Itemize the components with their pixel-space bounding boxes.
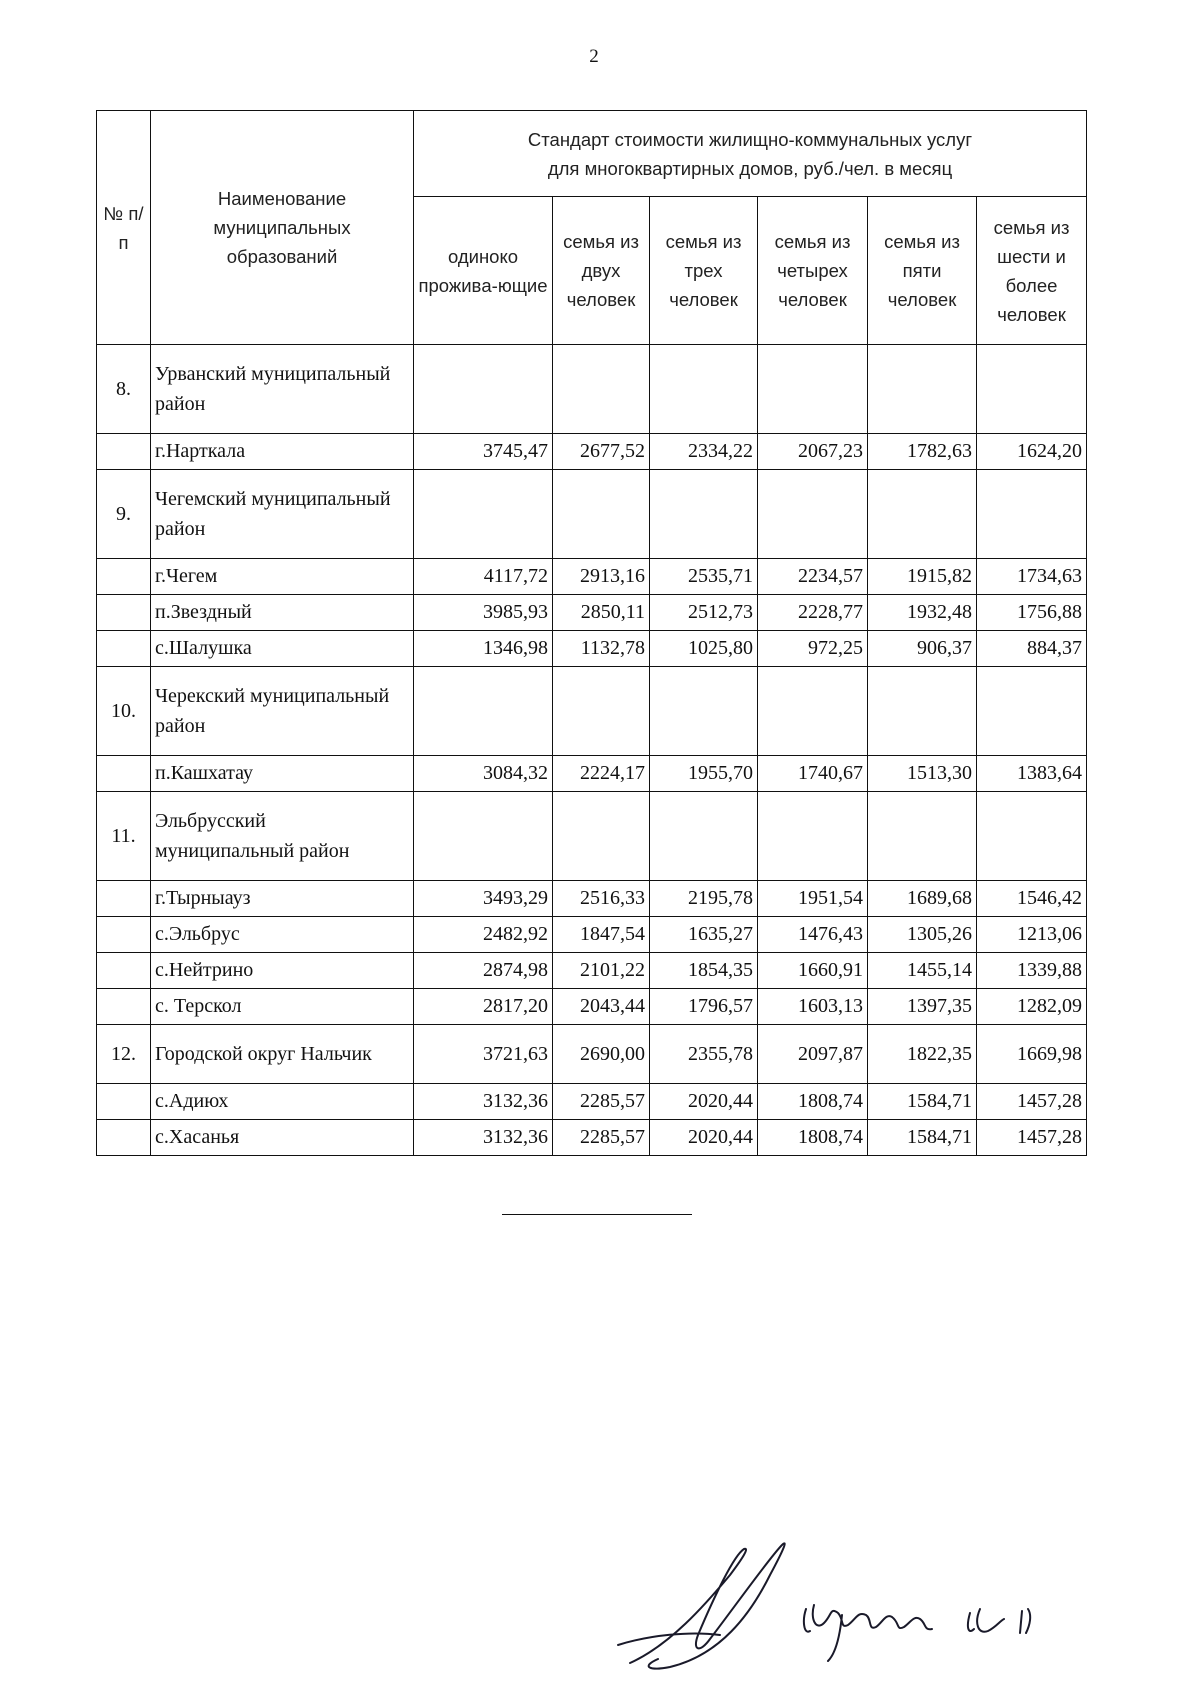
district-name: Урванский муниципальный район bbox=[151, 345, 414, 434]
cost-value bbox=[414, 667, 553, 756]
header-name: Наименование муниципальных образований bbox=[151, 111, 414, 345]
row-number bbox=[97, 559, 151, 595]
row-number bbox=[97, 434, 151, 470]
header-subcol: семья из пяти человек bbox=[868, 197, 977, 345]
cost-value: 2913,16 bbox=[553, 559, 650, 595]
cost-value bbox=[553, 667, 650, 756]
cost-value bbox=[553, 345, 650, 434]
table-row bbox=[97, 1025, 1087, 1084]
cost-value: 2067,23 bbox=[758, 434, 868, 470]
table-row bbox=[97, 953, 1087, 989]
table-row bbox=[97, 792, 1087, 881]
cost-value: 1847,54 bbox=[553, 917, 650, 953]
cost-value: 1915,82 bbox=[868, 559, 977, 595]
settlement-name: с. Терскол bbox=[151, 989, 414, 1025]
table-row bbox=[97, 631, 1087, 667]
cost-value: 2334,22 bbox=[650, 434, 758, 470]
tariff-table bbox=[96, 110, 1087, 1156]
cost-value bbox=[977, 792, 1087, 881]
table-row bbox=[97, 559, 1087, 595]
settlement-name: г.Тырныауз bbox=[151, 881, 414, 917]
cost-value: 1457,28 bbox=[977, 1120, 1087, 1156]
cost-value bbox=[650, 792, 758, 881]
table-row bbox=[97, 470, 1087, 559]
cost-value: 1457,28 bbox=[977, 1084, 1087, 1120]
cost-value: 2285,57 bbox=[553, 1084, 650, 1120]
cost-value: 2020,44 bbox=[650, 1084, 758, 1120]
cost-value bbox=[414, 470, 553, 559]
cost-value bbox=[977, 667, 1087, 756]
cost-value: 2535,71 bbox=[650, 559, 758, 595]
cost-value: 1796,57 bbox=[650, 989, 758, 1025]
cost-value: 1808,74 bbox=[758, 1084, 868, 1120]
cost-value bbox=[868, 345, 977, 434]
table-row bbox=[97, 667, 1087, 756]
cost-value: 884,37 bbox=[977, 631, 1087, 667]
cost-value: 2195,78 bbox=[650, 881, 758, 917]
row-number bbox=[97, 1084, 151, 1120]
cost-value: 1689,68 bbox=[868, 881, 977, 917]
cost-value bbox=[650, 667, 758, 756]
cost-value: 1025,80 bbox=[650, 631, 758, 667]
cost-value bbox=[553, 792, 650, 881]
cost-value: 2512,73 bbox=[650, 595, 758, 631]
cost-value: 1669,98 bbox=[977, 1025, 1087, 1084]
row-number: 12. bbox=[97, 1025, 151, 1084]
row-number bbox=[97, 595, 151, 631]
header-group-title-line2: для многоквартирных домов, руб./чел. в месяц bbox=[547, 157, 953, 179]
header-subcol: семья из двух человек bbox=[553, 197, 650, 345]
table-body bbox=[97, 345, 1087, 1156]
cost-value: 1603,13 bbox=[758, 989, 868, 1025]
cost-value: 1455,14 bbox=[868, 953, 977, 989]
cost-value: 1734,63 bbox=[977, 559, 1087, 595]
cost-value bbox=[414, 792, 553, 881]
cost-value bbox=[977, 345, 1087, 434]
table-row bbox=[97, 434, 1087, 470]
cost-value: 2677,52 bbox=[553, 434, 650, 470]
cost-value: 1756,88 bbox=[977, 595, 1087, 631]
cost-value: 2285,57 bbox=[553, 1120, 650, 1156]
cost-value: 2482,92 bbox=[414, 917, 553, 953]
header-subcol: семья из шести и более человек bbox=[977, 197, 1087, 345]
cost-value: 1584,71 bbox=[868, 1084, 977, 1120]
row-number bbox=[97, 989, 151, 1025]
row-number: 9. bbox=[97, 470, 151, 559]
cost-value: 3721,63 bbox=[414, 1025, 553, 1084]
settlement-name: с.Шалушка bbox=[151, 631, 414, 667]
cost-value: 2224,17 bbox=[553, 756, 650, 792]
cost-value: 1346,98 bbox=[414, 631, 553, 667]
header-group-title-line1: Стандарт стоимости жилищно-коммунальных услуг bbox=[527, 128, 973, 150]
closing-rule bbox=[502, 1214, 692, 1215]
header-subcol: семья из четырех человек bbox=[758, 197, 868, 345]
table-row bbox=[97, 917, 1087, 953]
cost-value: 1660,91 bbox=[758, 953, 868, 989]
cost-value: 1808,74 bbox=[758, 1120, 868, 1156]
cost-value: 1476,43 bbox=[758, 917, 868, 953]
cost-value: 1624,20 bbox=[977, 434, 1087, 470]
cost-value: 1132,78 bbox=[553, 631, 650, 667]
cost-value: 972,25 bbox=[758, 631, 868, 667]
cost-value: 1822,35 bbox=[868, 1025, 977, 1084]
settlement-name: п.Звездный bbox=[151, 595, 414, 631]
settlement-name: с.Хасанья bbox=[151, 1120, 414, 1156]
cost-value: 2817,20 bbox=[414, 989, 553, 1025]
cost-value bbox=[977, 470, 1087, 559]
cost-value: 2228,77 bbox=[758, 595, 868, 631]
settlement-name: с.Эльбрус bbox=[151, 917, 414, 953]
cost-value: 2516,33 bbox=[553, 881, 650, 917]
cost-value bbox=[650, 345, 758, 434]
cost-value: 3132,36 bbox=[414, 1120, 553, 1156]
cost-value: 3132,36 bbox=[414, 1084, 553, 1120]
cost-value: 1955,70 bbox=[650, 756, 758, 792]
header-group-title bbox=[414, 111, 1087, 197]
district-name: Эльбрусский муниципальный район bbox=[151, 792, 414, 881]
table-row bbox=[97, 345, 1087, 434]
cost-value: 1740,67 bbox=[758, 756, 868, 792]
cost-value bbox=[553, 470, 650, 559]
cost-value: 1282,09 bbox=[977, 989, 1087, 1025]
cost-value: 4117,72 bbox=[414, 559, 553, 595]
table-row bbox=[97, 989, 1087, 1025]
cost-value bbox=[414, 345, 553, 434]
row-number bbox=[97, 917, 151, 953]
cost-value: 3985,93 bbox=[414, 595, 553, 631]
cost-value: 2043,44 bbox=[553, 989, 650, 1025]
cost-value: 3493,29 bbox=[414, 881, 553, 917]
settlement-name: п.Кашхатау bbox=[151, 756, 414, 792]
handwritten-signature bbox=[610, 1535, 1130, 1685]
cost-value: 1782,63 bbox=[868, 434, 977, 470]
cost-value: 3745,47 bbox=[414, 434, 553, 470]
cost-value: 1932,48 bbox=[868, 595, 977, 631]
cost-value: 1584,71 bbox=[868, 1120, 977, 1156]
cost-value: 1635,27 bbox=[650, 917, 758, 953]
settlement-name: г.Чегем bbox=[151, 559, 414, 595]
cost-value: 2690,00 bbox=[553, 1025, 650, 1084]
table-row bbox=[97, 881, 1087, 917]
row-number bbox=[97, 881, 151, 917]
cost-value: 2097,87 bbox=[758, 1025, 868, 1084]
cost-value: 3084,32 bbox=[414, 756, 553, 792]
cost-value: 1513,30 bbox=[868, 756, 977, 792]
row-number: 8. bbox=[97, 345, 151, 434]
cost-value bbox=[758, 345, 868, 434]
row-number: 10. bbox=[97, 667, 151, 756]
settlement-name: с.Адиюх bbox=[151, 1084, 414, 1120]
district-name: Чегемский муниципальный район bbox=[151, 470, 414, 559]
cost-value: 1854,35 bbox=[650, 953, 758, 989]
cost-value: 1383,64 bbox=[977, 756, 1087, 792]
cost-value bbox=[650, 470, 758, 559]
table-row bbox=[97, 595, 1087, 631]
cost-value: 1546,42 bbox=[977, 881, 1087, 917]
table-row bbox=[97, 756, 1087, 792]
cost-value: 1305,26 bbox=[868, 917, 977, 953]
table-row bbox=[97, 1120, 1087, 1156]
header-subcol: одиноко проживa-ющие bbox=[414, 197, 553, 345]
cost-value bbox=[868, 667, 977, 756]
cost-value: 906,37 bbox=[868, 631, 977, 667]
cost-value bbox=[758, 470, 868, 559]
cost-value bbox=[868, 792, 977, 881]
page-number: 2 bbox=[589, 46, 599, 67]
header-subcol: семья из трех человек bbox=[650, 197, 758, 345]
cost-value bbox=[868, 470, 977, 559]
cost-value: 1213,06 bbox=[977, 917, 1087, 953]
cost-value: 1397,35 bbox=[868, 989, 977, 1025]
settlement-name: г.Нарткала bbox=[151, 434, 414, 470]
row-number: 11. bbox=[97, 792, 151, 881]
cost-value bbox=[758, 667, 868, 756]
district-name: Городской округ Нальчик bbox=[151, 1025, 414, 1084]
row-number bbox=[97, 1120, 151, 1156]
cost-value: 2850,11 bbox=[553, 595, 650, 631]
district-name: Черекский муниципальный район bbox=[151, 667, 414, 756]
cost-value: 1339,88 bbox=[977, 953, 1087, 989]
cost-value: 2234,57 bbox=[758, 559, 868, 595]
row-number bbox=[97, 953, 151, 989]
cost-value: 2101,22 bbox=[553, 953, 650, 989]
row-number bbox=[97, 631, 151, 667]
cost-value: 2355,78 bbox=[650, 1025, 758, 1084]
cost-value: 2874,98 bbox=[414, 953, 553, 989]
table-row bbox=[97, 1084, 1087, 1120]
cost-value: 1951,54 bbox=[758, 881, 868, 917]
cost-value: 2020,44 bbox=[650, 1120, 758, 1156]
cost-value bbox=[758, 792, 868, 881]
settlement-name: с.Нейтрино bbox=[151, 953, 414, 989]
header-num: № п/п bbox=[97, 111, 151, 345]
row-number bbox=[97, 756, 151, 792]
